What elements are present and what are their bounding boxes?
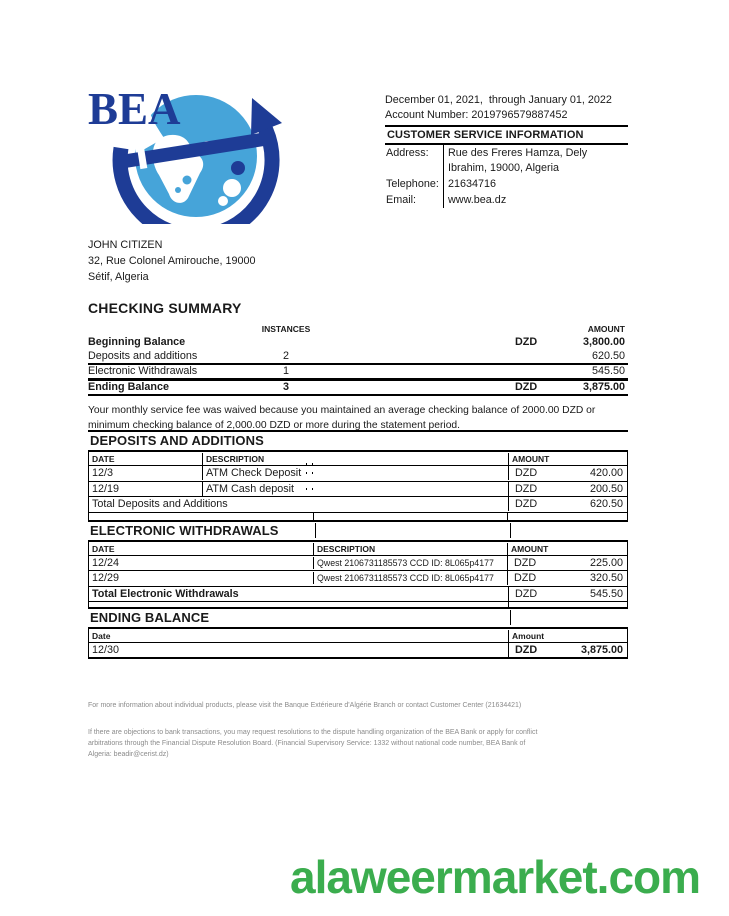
total-label: Total Deposits and Additions — [92, 498, 228, 511]
summary-header-row — [88, 321, 628, 334]
customer-service-table — [385, 145, 628, 208]
ending-balance-section-title: ENDING BALANCE — [88, 607, 628, 629]
customer-name: JOHN CITIZEN — [88, 239, 163, 251]
amount: 545.50 — [589, 587, 623, 600]
address-value: Rue des Freres Hamza, Dely Ibrahim, 19000, Algeria — [443, 145, 628, 176]
amount-header: AMOUNT — [587, 324, 625, 334]
description: Qwest 2106731185573 CCD ID: 8L065p4177 — [313, 557, 507, 569]
date: 12/19 — [92, 482, 120, 495]
amount: 320.50 — [589, 572, 623, 585]
customer-block — [88, 237, 255, 285]
date: 12/3 — [92, 467, 114, 480]
spacer-row — [89, 513, 627, 520]
amount: 225.00 — [589, 556, 623, 569]
fee-waiver-note: Your monthly service fee was waived because you maintained an average checking balance of 2000.00 DZD or minimum checking balance of 2,000.00 DZD or more during the statement period. — [88, 405, 596, 431]
summary-row-ending-balance: Ending Balance 3 DZD 3,875.00 — [88, 381, 628, 397]
amount-header: Amount — [508, 630, 627, 642]
telephone-value: 21634716 — [443, 176, 628, 192]
currency: DZD — [515, 381, 538, 394]
spacer-row — [89, 602, 627, 607]
customer-address-line1: 32, Rue Colonel Amirouche, 19000 — [88, 255, 256, 267]
deposits-table — [88, 452, 628, 520]
amount: 545.50 — [591, 365, 625, 378]
amount: 420.00 — [589, 467, 623, 480]
amount: 3,875.00 — [580, 644, 623, 656]
date: 12/24 — [92, 556, 120, 569]
amount-header: AMOUNT — [507, 543, 627, 555]
date-header: Date — [92, 631, 111, 641]
footer-note-disputes: If there are objections to bank transactions, you may request resolutions to the dispute handling organization of the BEA Bank or apply for conflict arbitrations through the Financial Dispute Resolution Board. (Financial Supervisory Service: 1332 without national code number, BEA Bank of Algeria: beadir@cerist.dz) — [88, 729, 538, 758]
deposits-header-row — [89, 452, 627, 466]
bea-logo-text: BEA — [88, 84, 181, 134]
withdrawal-row — [89, 571, 627, 587]
amount: 620.50 — [589, 498, 623, 511]
address-label: Address: — [386, 147, 429, 159]
description: ATM Cash deposit — [202, 482, 306, 496]
date-header: DATE — [92, 454, 115, 464]
currency: DZD — [515, 498, 538, 511]
telephone-label: Telephone: — [386, 178, 439, 190]
description-header: DESCRIPTION — [202, 453, 306, 465]
withdrawals-section-title: ELECTRONIC WITHDRAWALS — [88, 520, 628, 542]
currency: DZD — [515, 587, 538, 600]
amount: 3,875.00 — [582, 381, 625, 394]
currency: DZD — [515, 467, 538, 480]
deposits-section-title: DEPOSITS AND ADDITIONS — [88, 430, 628, 452]
email-label: Email: — [386, 194, 416, 206]
amount: 3,800.00 — [582, 335, 625, 348]
summary-row-beginning-balance: Beginning Balance DZD 3,800.00 — [88, 335, 625, 348]
summary-row-withdrawals: Electronic Withdrawals 1 545.50 — [88, 365, 628, 381]
withdrawal-row — [89, 556, 627, 572]
currency: DZD — [514, 572, 537, 585]
description: ATM Check Deposit — [202, 466, 306, 480]
watermark-text: alaweermarket.com — [290, 851, 701, 903]
currency: DZD — [515, 482, 538, 495]
statement-period: December 01, 2021, through January 01, 2022 — [385, 94, 612, 106]
account-number: Account Number: 2019796579887452 — [385, 109, 568, 121]
description: Qwest 2106731185573 CCD ID: 8L065p4177 — [313, 572, 507, 584]
instances-header: INSTANCES — [261, 324, 311, 334]
deposit-row — [89, 466, 627, 482]
total-label: Total Electronic Withdrawals — [92, 587, 239, 600]
amount: 620.50 — [591, 350, 625, 363]
ending-balance-table — [88, 629, 628, 659]
checking-summary-table — [88, 321, 628, 396]
ending-balance-header-row — [89, 629, 627, 643]
amount-header: AMOUNT — [508, 453, 627, 465]
currency: DZD — [515, 335, 538, 348]
currency: DZD — [514, 556, 537, 569]
withdrawals-table — [88, 542, 628, 608]
deposit-row — [89, 482, 627, 498]
footer-note-products: For more information about individual products, please visit the Banque Extérieure d'Algérie Branch or contact Customer Center (21634421) — [88, 702, 522, 709]
description-header: DESCRIPTION — [313, 543, 507, 555]
deposits-total-row — [89, 497, 627, 513]
date-header: DATE — [92, 543, 115, 554]
customer-address-line2: Sétif, Algeria — [88, 271, 149, 283]
bea-globe-icon — [86, 84, 284, 224]
email-value: www.bea.dz — [443, 192, 628, 208]
bea-logo — [86, 84, 284, 224]
summary-row-deposits: Deposits and additions 2 620.50 — [88, 350, 628, 366]
withdrawals-total-row — [89, 587, 627, 603]
date: 12/30 — [92, 644, 120, 656]
checking-summary-title: CHECKING SUMMARY — [88, 300, 242, 316]
date: 12/29 — [92, 572, 120, 585]
currency: DZD — [515, 644, 538, 656]
statement-header — [385, 93, 628, 208]
withdrawals-header-row — [89, 542, 627, 556]
ending-balance-row — [89, 643, 627, 659]
transactions-sections — [88, 430, 628, 659]
customer-service-title: CUSTOMER SERVICE INFORMATION — [385, 127, 628, 145]
amount: 200.50 — [589, 482, 623, 495]
